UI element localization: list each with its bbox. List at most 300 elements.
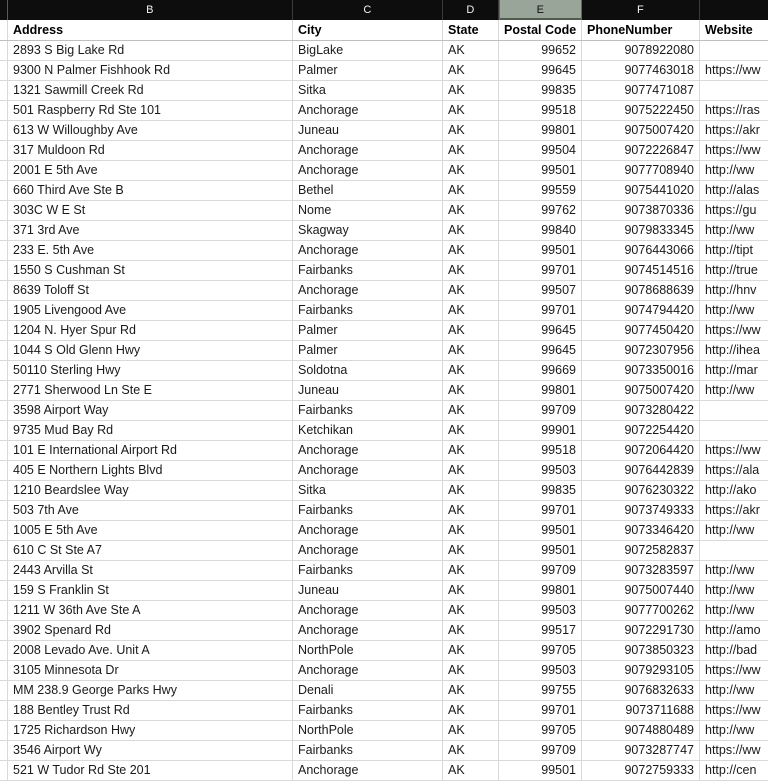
row-gutter[interactable]	[0, 501, 8, 520]
header-cell-state[interactable]: State	[443, 20, 499, 40]
cell-state[interactable]: AK	[443, 741, 499, 760]
header-cell-website[interactable]: Website	[705, 22, 753, 37]
cell-postal-code[interactable]: 99518	[499, 441, 582, 460]
cell-postal-code[interactable]: 99701	[499, 301, 582, 320]
cell-city[interactable]: Fairbanks	[293, 501, 443, 520]
cell-address[interactable]: 188 Bentley Trust Rd	[8, 701, 293, 720]
cell-phone-number[interactable]: 9075007420	[582, 381, 700, 400]
row-gutter[interactable]	[0, 481, 8, 500]
cell-website[interactable]: http://tipt	[705, 243, 753, 258]
column-header-f[interactable]: F	[582, 0, 700, 20]
table-row[interactable]	[0, 661, 768, 681]
row-gutter[interactable]	[0, 721, 8, 740]
cell-phone-number[interactable]: 9077708940	[582, 161, 700, 180]
table-row[interactable]	[0, 681, 768, 701]
row-gutter[interactable]	[0, 661, 8, 680]
column-header-d[interactable]: D	[443, 0, 499, 20]
cell-city[interactable]: Anchorage	[293, 161, 443, 180]
cell-postal-code[interactable]: 99645	[499, 341, 582, 360]
cell-address[interactable]: 3902 Spenard Rd	[8, 621, 293, 640]
cell-postal-code[interactable]: 99501	[499, 241, 582, 260]
cell-address[interactable]: 1044 S Old Glenn Hwy	[8, 341, 293, 360]
cell-city[interactable]: Fairbanks	[293, 401, 443, 420]
cell-state[interactable]: AK	[443, 661, 499, 680]
row-gutter[interactable]	[0, 461, 8, 480]
column-header-c[interactable]: C	[293, 0, 443, 20]
cell-postal-code[interactable]: 99503	[499, 601, 582, 620]
cell-city[interactable]: Anchorage	[293, 101, 443, 120]
cell-address[interactable]: 503 7th Ave	[8, 501, 293, 520]
cell-state[interactable]: AK	[443, 381, 499, 400]
cell-state[interactable]: AK	[443, 621, 499, 640]
cell-state[interactable]: AK	[443, 61, 499, 80]
cell-phone-number[interactable]: 9078688639	[582, 281, 700, 300]
table-row[interactable]	[0, 461, 768, 481]
cell-website[interactable]: http://ww	[705, 523, 755, 538]
cell-postal-code[interactable]: 99801	[499, 121, 582, 140]
row-gutter[interactable]	[0, 101, 8, 120]
cell-address[interactable]: 501 Raspberry Rd Ste 101	[8, 101, 293, 120]
column-header-e[interactable]: E	[499, 0, 582, 20]
table-row[interactable]	[0, 161, 768, 181]
row-gutter[interactable]	[0, 761, 8, 780]
cell-website[interactable]: https://akr	[705, 123, 760, 138]
cell-phone-number[interactable]: 9076832633	[582, 681, 700, 700]
row-gutter[interactable]	[0, 401, 8, 420]
row-gutter[interactable]	[0, 161, 8, 180]
cell-phone-number[interactable]: 9073870336	[582, 201, 700, 220]
cell-state[interactable]: AK	[443, 261, 499, 280]
cell-city[interactable]: Palmer	[293, 321, 443, 340]
cell-city[interactable]: Palmer	[293, 61, 443, 80]
cell-state[interactable]: AK	[443, 481, 499, 500]
cell-postal-code[interactable]: 99835	[499, 81, 582, 100]
cell-city[interactable]: Juneau	[293, 121, 443, 140]
table-row[interactable]	[0, 561, 768, 581]
cell-website[interactable]: https://ww	[705, 703, 761, 718]
cell-city[interactable]: Sitka	[293, 81, 443, 100]
cell-website[interactable]: http://true	[705, 263, 758, 278]
cell-website[interactable]: http://amo	[705, 623, 761, 638]
cell-city[interactable]: Juneau	[293, 581, 443, 600]
cell-state[interactable]: AK	[443, 201, 499, 220]
cell-state[interactable]: AK	[443, 81, 499, 100]
cell-postal-code[interactable]: 99503	[499, 661, 582, 680]
header-cell-phone-number[interactable]: PhoneNumber	[582, 20, 700, 40]
cell-phone-number[interactable]: 9075007420	[582, 121, 700, 140]
cell-phone-number[interactable]: 9072307956	[582, 341, 700, 360]
cell-state[interactable]: AK	[443, 241, 499, 260]
cell-phone-number[interactable]: 9073711688	[582, 701, 700, 720]
cell-city[interactable]: Anchorage	[293, 541, 443, 560]
table-row[interactable]	[0, 481, 768, 501]
cell-address[interactable]: 159 S Franklin St	[8, 581, 293, 600]
row-gutter[interactable]	[0, 521, 8, 540]
cell-city[interactable]: Anchorage	[293, 661, 443, 680]
cell-address[interactable]: 8639 Toloff St	[8, 281, 293, 300]
cell-postal-code[interactable]: 99645	[499, 61, 582, 80]
cell-address[interactable]: 9300 N Palmer Fishhook Rd	[8, 61, 293, 80]
cell-city[interactable]: Fairbanks	[293, 561, 443, 580]
cell-website[interactable]: https://ww	[705, 443, 761, 458]
table-row[interactable]	[0, 741, 768, 761]
cell-postal-code[interactable]: 99701	[499, 261, 582, 280]
cell-postal-code[interactable]: 99501	[499, 541, 582, 560]
cell-city[interactable]: Juneau	[293, 381, 443, 400]
table-row[interactable]	[0, 141, 768, 161]
cell-website[interactable]: http://ihea	[705, 343, 760, 358]
row-gutter[interactable]	[0, 201, 8, 220]
cell-city[interactable]: Soldotna	[293, 361, 443, 380]
cell-postal-code[interactable]: 99801	[499, 381, 582, 400]
cell-address[interactable]: 371 3rd Ave	[8, 221, 293, 240]
cell-state[interactable]: AK	[443, 761, 499, 780]
cell-state[interactable]: AK	[443, 361, 499, 380]
cell-website[interactable]: https://ala	[705, 463, 760, 478]
cell-phone-number[interactable]: 9072582837	[582, 541, 700, 560]
cell-phone-number[interactable]: 9073287747	[582, 741, 700, 760]
cell-phone-number[interactable]: 9075007440	[582, 581, 700, 600]
row-gutter[interactable]	[0, 261, 8, 280]
cell-postal-code[interactable]: 99504	[499, 141, 582, 160]
cell-city[interactable]: Nome	[293, 201, 443, 220]
cell-website[interactable]: http://ako	[705, 483, 757, 498]
cell-website[interactable]: https://gu	[705, 203, 757, 218]
cell-city[interactable]: Anchorage	[293, 281, 443, 300]
cell-postal-code[interactable]: 99762	[499, 201, 582, 220]
table-row[interactable]	[0, 761, 768, 781]
cell-state[interactable]: AK	[443, 501, 499, 520]
row-gutter[interactable]	[0, 621, 8, 640]
cell-address[interactable]: 1725 Richardson Hwy	[8, 721, 293, 740]
cell-postal-code[interactable]: 99517	[499, 621, 582, 640]
cell-state[interactable]: AK	[443, 641, 499, 660]
cell-postal-code[interactable]: 99518	[499, 101, 582, 120]
cell-postal-code[interactable]: 99501	[499, 761, 582, 780]
table-row[interactable]	[0, 581, 768, 601]
cell-city[interactable]: Fairbanks	[293, 701, 443, 720]
cell-address[interactable]: 50110 Sterling Hwy	[8, 361, 293, 380]
cell-postal-code[interactable]: 99701	[499, 701, 582, 720]
row-gutter[interactable]	[0, 181, 8, 200]
header-cell-postal-code[interactable]: Postal Code	[499, 20, 582, 40]
cell-postal-code[interactable]: 99705	[499, 721, 582, 740]
cell-state[interactable]: AK	[443, 541, 499, 560]
cell-postal-code[interactable]: 99840	[499, 221, 582, 240]
cell-phone-number[interactable]: 9076230322	[582, 481, 700, 500]
cell-address[interactable]: 610 C St Ste A7	[8, 541, 293, 560]
cell-postal-code[interactable]: 99901	[499, 421, 582, 440]
cell-phone-number[interactable]: 9076442839	[582, 461, 700, 480]
cell-website[interactable]: http://ww	[705, 303, 755, 318]
cell-website[interactable]: https://akr	[705, 503, 760, 518]
cell-website[interactable]: https://ww	[705, 63, 761, 78]
table-row[interactable]	[0, 381, 768, 401]
cell-address[interactable]: 521 W Tudor Rd Ste 201	[8, 761, 293, 780]
cell-address[interactable]: 317 Muldoon Rd	[8, 141, 293, 160]
table-row[interactable]	[0, 441, 768, 461]
cell-phone-number[interactable]: 9077450420	[582, 321, 700, 340]
cell-phone-number[interactable]: 9074514516	[582, 261, 700, 280]
cell-address[interactable]: 2008 Levado Ave. Unit A	[8, 641, 293, 660]
cell-phone-number[interactable]: 9076443066	[582, 241, 700, 260]
cell-state[interactable]: AK	[443, 321, 499, 340]
cell-website[interactable]: http://ww	[705, 223, 755, 238]
row-gutter[interactable]	[0, 561, 8, 580]
cell-address[interactable]: 660 Third Ave Ste B	[8, 181, 293, 200]
cell-website[interactable]: http://ww	[705, 603, 755, 618]
header-cell-city[interactable]: City	[293, 20, 443, 40]
cell-address[interactable]: 2771 Sherwood Ln Ste E	[8, 381, 293, 400]
cell-address[interactable]: 3546 Airport Wy	[8, 741, 293, 760]
row-gutter[interactable]	[0, 441, 8, 460]
cell-city[interactable]: Palmer	[293, 341, 443, 360]
cell-address[interactable]: 3105 Minnesota Dr	[8, 661, 293, 680]
cell-website[interactable]: http://ww	[705, 383, 755, 398]
cell-website[interactable]	[700, 41, 768, 60]
cell-postal-code[interactable]: 99709	[499, 741, 582, 760]
table-row[interactable]	[0, 701, 768, 721]
cell-address[interactable]: 2443 Arvilla St	[8, 561, 293, 580]
table-row[interactable]	[0, 181, 768, 201]
cell-city[interactable]: Sitka	[293, 481, 443, 500]
cell-postal-code[interactable]: 99709	[499, 561, 582, 580]
table-row[interactable]	[0, 601, 768, 621]
table-row[interactable]	[0, 201, 768, 221]
cell-address[interactable]: 1211 W 36th Ave Ste A	[8, 601, 293, 620]
cell-address[interactable]: 101 E International Airport Rd	[8, 441, 293, 460]
cell-state[interactable]: AK	[443, 441, 499, 460]
table-row[interactable]	[0, 81, 768, 101]
cell-state[interactable]: AK	[443, 401, 499, 420]
cell-city[interactable]: NorthPole	[293, 641, 443, 660]
cell-postal-code[interactable]: 99503	[499, 461, 582, 480]
cell-website[interactable]	[700, 81, 768, 100]
cell-phone-number[interactable]: 9072254420	[582, 421, 700, 440]
cell-phone-number[interactable]: 9075441020	[582, 181, 700, 200]
cell-address[interactable]: 1005 E 5th Ave	[8, 521, 293, 540]
row-gutter[interactable]	[0, 541, 8, 560]
cell-website[interactable]: https://ras	[705, 103, 760, 118]
cell-address[interactable]: 1905 Livengood Ave	[8, 301, 293, 320]
cell-postal-code[interactable]: 99701	[499, 501, 582, 520]
cell-state[interactable]: AK	[443, 301, 499, 320]
row-gutter[interactable]	[0, 701, 8, 720]
cell-postal-code[interactable]: 99835	[499, 481, 582, 500]
cell-phone-number[interactable]: 9074794420	[582, 301, 700, 320]
cell-website[interactable]	[700, 401, 768, 420]
cell-state[interactable]: AK	[443, 421, 499, 440]
row-gutter[interactable]	[0, 381, 8, 400]
table-row[interactable]	[0, 241, 768, 261]
row-gutter[interactable]	[0, 301, 8, 320]
cell-website[interactable]: http://alas	[705, 183, 760, 198]
cell-phone-number[interactable]: 9078922080	[582, 41, 700, 60]
row-gutter[interactable]	[0, 341, 8, 360]
table-row[interactable]	[0, 501, 768, 521]
row-gutter[interactable]	[0, 241, 8, 260]
column-header-b[interactable]: B	[8, 0, 293, 20]
row-gutter[interactable]	[0, 581, 8, 600]
cell-state[interactable]: AK	[443, 601, 499, 620]
cell-website[interactable]: http://ww	[705, 583, 755, 598]
table-row[interactable]	[0, 721, 768, 741]
table-row[interactable]	[0, 641, 768, 661]
table-row[interactable]	[0, 261, 768, 281]
cell-postal-code[interactable]: 99705	[499, 641, 582, 660]
cell-city[interactable]: Anchorage	[293, 441, 443, 460]
cell-city[interactable]: Fairbanks	[293, 741, 443, 760]
cell-address[interactable]: 2001 E 5th Ave	[8, 161, 293, 180]
table-row[interactable]	[0, 221, 768, 241]
row-gutter[interactable]	[0, 41, 8, 60]
cell-address[interactable]: 9735 Mud Bay Rd	[8, 421, 293, 440]
cell-city[interactable]: Anchorage	[293, 241, 443, 260]
cell-state[interactable]: AK	[443, 181, 499, 200]
row-gutter[interactable]	[0, 361, 8, 380]
row-gutter[interactable]	[0, 741, 8, 760]
row-gutter[interactable]	[0, 121, 8, 140]
cell-postal-code[interactable]: 99645	[499, 321, 582, 340]
cell-website[interactable]: https://ww	[705, 743, 761, 758]
table-row[interactable]	[0, 281, 768, 301]
cell-website[interactable]: https://ww	[705, 143, 761, 158]
cell-postal-code[interactable]: 99501	[499, 161, 582, 180]
cell-state[interactable]: AK	[443, 121, 499, 140]
cell-phone-number[interactable]: 9079833345	[582, 221, 700, 240]
cell-city[interactable]: Skagway	[293, 221, 443, 240]
cell-postal-code[interactable]: 99559	[499, 181, 582, 200]
cell-address[interactable]: MM 238.9 George Parks Hwy	[8, 681, 293, 700]
cell-postal-code[interactable]: 99709	[499, 401, 582, 420]
cell-state[interactable]: AK	[443, 521, 499, 540]
cell-address[interactable]: 303C W E St	[8, 201, 293, 220]
table-row[interactable]	[0, 61, 768, 81]
cell-city[interactable]: Anchorage	[293, 761, 443, 780]
table-row[interactable]	[0, 321, 768, 341]
cell-city[interactable]: Anchorage	[293, 461, 443, 480]
column-header-g[interactable]	[700, 0, 768, 20]
table-row[interactable]	[0, 301, 768, 321]
row-gutter[interactable]	[0, 221, 8, 240]
cell-phone-number[interactable]: 9072064420	[582, 441, 700, 460]
cell-postal-code[interactable]: 99501	[499, 521, 582, 540]
cell-city[interactable]: Anchorage	[293, 621, 443, 640]
cell-website[interactable]: http://mar	[705, 363, 758, 378]
cell-state[interactable]: AK	[443, 161, 499, 180]
table-row[interactable]	[0, 101, 768, 121]
cell-address[interactable]: 2893 S Big Lake Rd	[8, 41, 293, 60]
cell-state[interactable]: AK	[443, 461, 499, 480]
table-row[interactable]	[0, 521, 768, 541]
cell-state[interactable]: AK	[443, 141, 499, 160]
cell-state[interactable]: AK	[443, 681, 499, 700]
row-gutter[interactable]	[0, 601, 8, 620]
cell-postal-code[interactable]: 99652	[499, 41, 582, 60]
cell-address[interactable]: 233 E. 5th Ave	[8, 241, 293, 260]
cell-address[interactable]: 613 W Willoughby Ave	[8, 121, 293, 140]
row-gutter[interactable]	[0, 641, 8, 660]
cell-city[interactable]: NorthPole	[293, 721, 443, 740]
cell-website[interactable]: https://ww	[705, 663, 761, 678]
cell-website[interactable]: http://ww	[705, 563, 755, 578]
table-row[interactable]	[0, 621, 768, 641]
cell-address[interactable]: 405 E Northern Lights Blvd	[8, 461, 293, 480]
cell-website[interactable]	[700, 421, 768, 440]
table-row[interactable]	[0, 341, 768, 361]
cell-phone-number[interactable]: 9074880489	[582, 721, 700, 740]
column-header-corner[interactable]	[0, 0, 8, 20]
cell-postal-code[interactable]: 99507	[499, 281, 582, 300]
cell-state[interactable]: AK	[443, 101, 499, 120]
cell-website[interactable]: http://ww	[705, 163, 755, 178]
row-gutter[interactable]	[0, 61, 8, 80]
cell-city[interactable]: Denali	[293, 681, 443, 700]
cell-phone-number[interactable]: 9077700262	[582, 601, 700, 620]
cell-website[interactable]: http://ww	[705, 683, 755, 698]
cell-website[interactable]	[700, 541, 768, 560]
table-row[interactable]	[0, 541, 768, 561]
cell-phone-number[interactable]: 9073749333	[582, 501, 700, 520]
cell-phone-number[interactable]: 9073283597	[582, 561, 700, 580]
row-gutter[interactable]	[0, 20, 8, 40]
cell-website[interactable]: http://ww	[705, 723, 755, 738]
cell-state[interactable]: AK	[443, 721, 499, 740]
cell-website[interactable]: http://bad	[705, 643, 758, 658]
cell-phone-number[interactable]: 9072226847	[582, 141, 700, 160]
cell-phone-number[interactable]: 9077471087	[582, 81, 700, 100]
row-gutter[interactable]	[0, 81, 8, 100]
cell-address[interactable]: 1321 Sawmill Creek Rd	[8, 81, 293, 100]
cell-phone-number[interactable]: 9072291730	[582, 621, 700, 640]
table-row[interactable]	[0, 401, 768, 421]
cell-postal-code[interactable]: 99669	[499, 361, 582, 380]
cell-phone-number[interactable]: 9072759333	[582, 761, 700, 780]
cell-postal-code[interactable]: 99755	[499, 681, 582, 700]
cell-city[interactable]: Anchorage	[293, 601, 443, 620]
table-row[interactable]	[0, 361, 768, 381]
cell-city[interactable]: Ketchikan	[293, 421, 443, 440]
cell-state[interactable]: AK	[443, 341, 499, 360]
cell-city[interactable]: Fairbanks	[293, 261, 443, 280]
row-gutter[interactable]	[0, 321, 8, 340]
table-row[interactable]	[0, 41, 768, 61]
cell-state[interactable]: AK	[443, 561, 499, 580]
row-gutter[interactable]	[0, 681, 8, 700]
cell-address[interactable]: 3598 Airport Way	[8, 401, 293, 420]
cell-phone-number[interactable]: 9073346420	[582, 521, 700, 540]
table-row[interactable]	[0, 421, 768, 441]
cell-phone-number[interactable]: 9073280422	[582, 401, 700, 420]
cell-website[interactable]: http://cen	[705, 763, 757, 778]
cell-state[interactable]: AK	[443, 701, 499, 720]
cell-state[interactable]: AK	[443, 41, 499, 60]
header-cell-address[interactable]: Address	[8, 20, 293, 40]
cell-city[interactable]: Bethel	[293, 181, 443, 200]
row-gutter[interactable]	[0, 421, 8, 440]
row-gutter[interactable]	[0, 281, 8, 300]
cell-city[interactable]: Fairbanks	[293, 301, 443, 320]
cell-phone-number[interactable]: 9075222450	[582, 101, 700, 120]
cell-state[interactable]: AK	[443, 581, 499, 600]
cell-phone-number[interactable]: 9079293105	[582, 661, 700, 680]
cell-city[interactable]: Anchorage	[293, 141, 443, 160]
cell-address[interactable]: 1210 Beardslee Way	[8, 481, 293, 500]
cell-phone-number[interactable]: 9073850323	[582, 641, 700, 660]
cell-city[interactable]: BigLake	[293, 41, 443, 60]
cell-state[interactable]: AK	[443, 221, 499, 240]
row-gutter[interactable]	[0, 141, 8, 160]
